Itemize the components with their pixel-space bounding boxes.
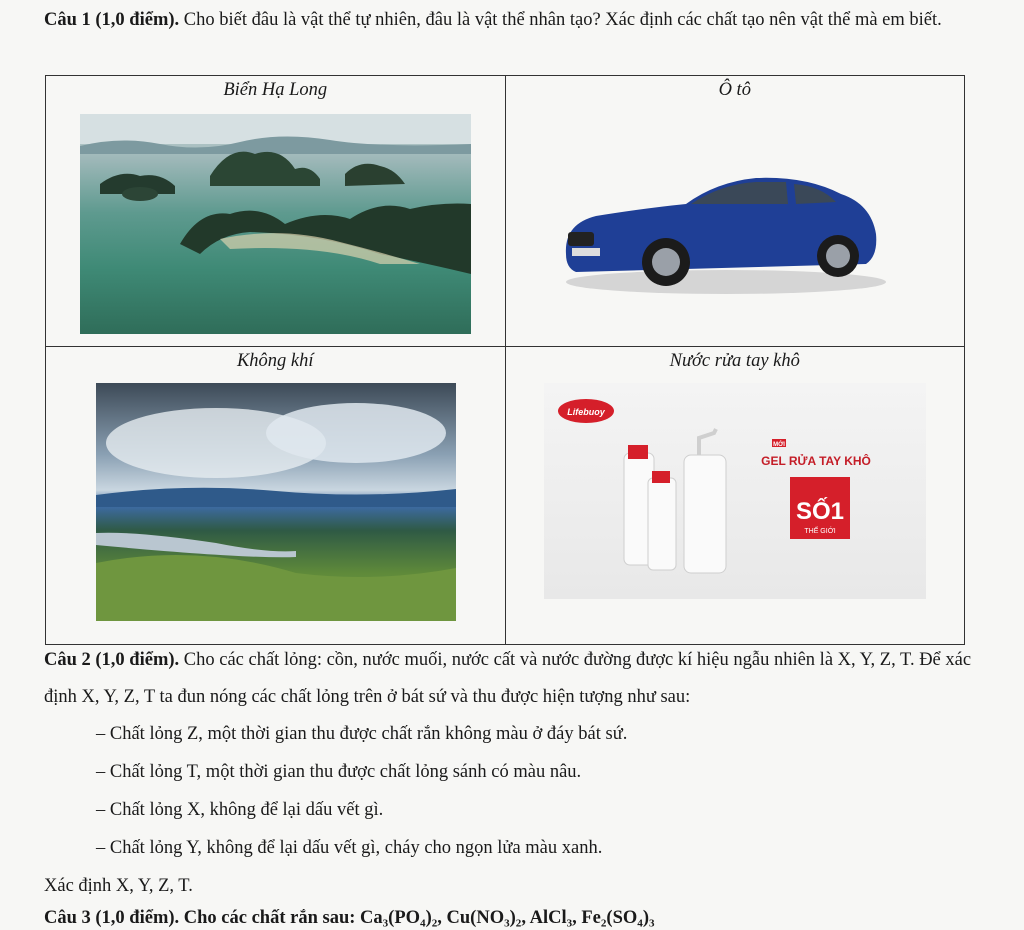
landscape-sky-photo [96, 383, 456, 621]
number-one-badge: SỐ1 [795, 498, 844, 525]
observation-y: – Chất lỏng Y, không để lại dấu vết gì, cháy cho ngọn lửa màu xanh. [96, 838, 603, 858]
new-badge: MỚI [772, 442, 785, 448]
caption-ha-long: Biển Hạ Long [223, 80, 328, 100]
caption-air: Không khí [236, 351, 314, 371]
caption-car: Ô tô [718, 80, 751, 100]
caption-hand-gel: Nước rửa tay khô [669, 351, 800, 371]
world-text: THẾ GIỚI [803, 528, 836, 535]
observation-x: – Chất lỏng X, không để lại dấu vết gì. [96, 800, 384, 820]
ha-long-bay-photo [80, 114, 471, 334]
hand-gel-ad-photo [544, 383, 926, 599]
question-1 [44, 2, 984, 39]
image-table [45, 75, 965, 645]
question-2-ask: Xác định X, Y, Z, T. [44, 876, 193, 896]
question-2-label: Câu 2 (1,0 điểm). [44, 650, 180, 670]
question-1-label: Câu 1 (1,0 điểm). [44, 10, 180, 30]
cell-ha-long [46, 76, 506, 347]
cell-air [46, 347, 506, 645]
question-2-text: Cho các chất lỏng: cồn, nước muối, nước cất và nước đường được kí hiệu ngẫu nhiên là X, Y, Z, T. Để xác định X, Y, Z, T ta đun nóng các chất lỏng trên ở bát sứ và thu được hiện tượng như sau: [44, 650, 972, 707]
brand-logo-text: Lifebuoy [566, 407, 605, 417]
cell-car [505, 76, 965, 347]
cell-hand-gel [505, 347, 965, 645]
question-2 [44, 642, 984, 716]
blue-car-photo [556, 164, 886, 304]
observation-z: – Chất lỏng Z, một thời gian thu được chất rắn không màu ở đáy bát sứ. [96, 724, 628, 744]
observation-t: – Chất lỏng T, một thời gian thu được chất lỏng sánh có màu nâu. [96, 762, 582, 782]
question-3-cutoff: Câu 3 (1,0 điểm). Cho các chất rắn sau: Ca₃(PO₄)₂, Cu(NO₃)₂, AlCl₃, Fe₂(SO₄)₃ [44, 908, 655, 928]
question-1-text: Cho biết đâu là vật thể tự nhiên, đâu là vật thể nhân tạo? Xác định các chất tạo nên vật thể mà em biết. [179, 10, 942, 30]
gel-product-name: GEL RỬA TAY KHÔ [760, 454, 871, 468]
